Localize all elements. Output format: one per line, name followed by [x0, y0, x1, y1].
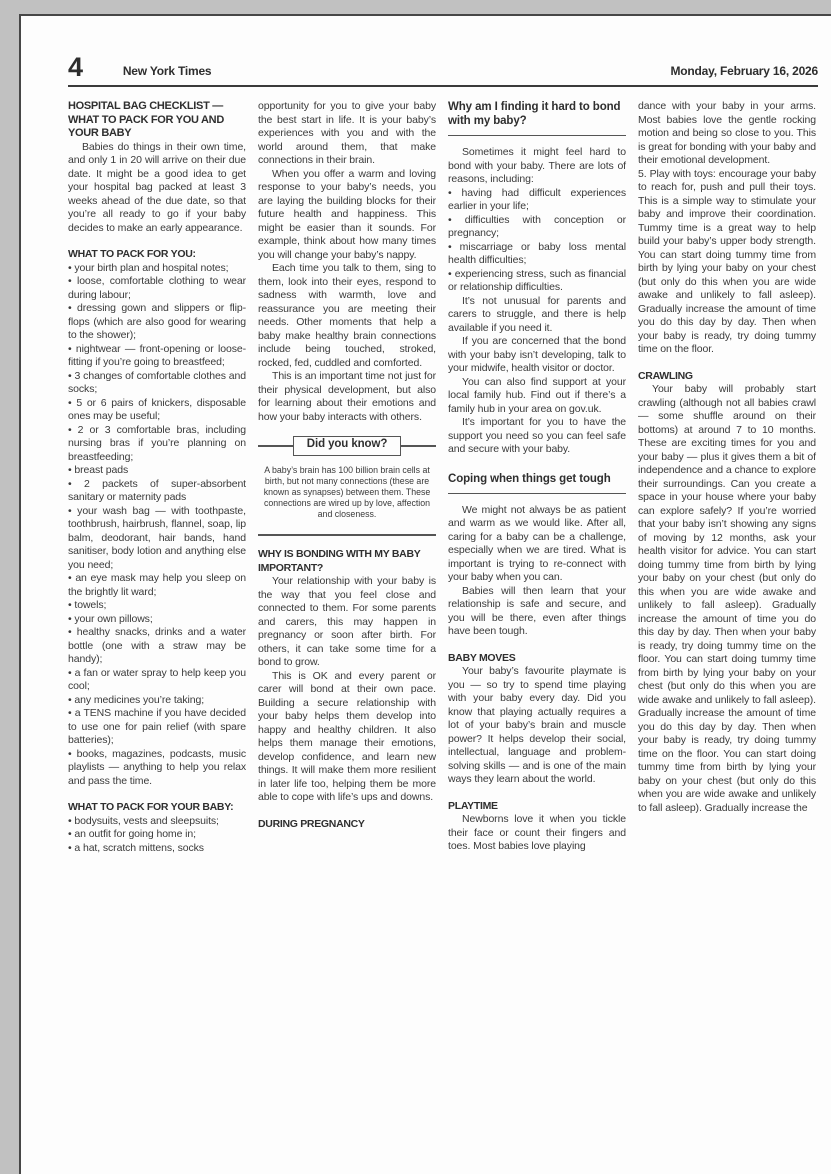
paragraph: Babies do things in their own time, and only 1 in 20 will arrive on their due date. It might be a good idea to get your hospital bag packed at least 3 weeks ahead of the due date, so that you’re all ready to go if your baby decides to make an early appearance.: [68, 140, 246, 234]
did-you-know-callout: [258, 436, 436, 520]
bullet-item: • your own pillows;: [68, 612, 153, 625]
paragraph: Your baby will probably start crawling (although not all babies crawl — some shuffle around on their bottoms) at around 7 to 10 months. These are exciting times for you and your baby — plus it gives them a bit of independence and a chance to explore their surroundings. Can you create a space in your house where your baby can explore safely? If you’re worried that your baby isn’t showing any signs of moving by 12 months, ask your health visitor for advice. You can start doing tummy time from birth by lying your baby on your chest (but only do this when you are wide awake and unlikely to fall asleep). Gradually increase the amount of time you do this day by day. Then when your baby is ready, try doing tummy time on the floor. You can start doing tummy time from birth by lying your baby on your chest (but only do this when you are wide awake and unlikely to fall asleep). Gradually increase the amount of time you do this day by day. Then when your baby is ready, try doing tummy time on the floor. You can start doing tummy time from birth by lying your baby on your chest (but only do this when you are wide awake and unlikely to fall asleep). Gradually increase the: [638, 383, 816, 814]
bullet-item: • an eye mask may help you sleep on the brightly lit ward;: [68, 572, 246, 598]
paragraph: Newborns love it when you tickle their face or count their fingers and toes. Most babies love playing: [448, 813, 626, 852]
bullet-item: • bodysuits, vests and sleepsuits;: [68, 814, 219, 827]
bullet-item: • your wash bag — with toothpaste, toothbrush, hairbrush, flannel, soap, lip balm, deodorant, hair bands, hand sanitiser, body lotion and anything else you need;: [68, 504, 246, 571]
bullet-item: • healthy snacks, drinks and a water bottle (one with a straw may be handy);: [68, 626, 246, 665]
section-divider: [258, 534, 436, 537]
bullet-item: • your birth plan and hospital notes;: [68, 261, 229, 274]
did-you-know-note: A baby’s brain has 100 billion brain cells at birth, but not many connections (these are known as synapses) between them. These connections are wired up by love, affection and closeness.: [263, 464, 431, 519]
section-heading: BABY MOVES: [448, 651, 516, 664]
section-heading: Why am I finding it hard to bond with my baby?: [448, 100, 626, 136]
bullet-item: • a TENS machine if you have decided to use one for pain relief (with spare batteries);: [68, 707, 246, 746]
column-3: [448, 100, 626, 854]
newspaper-page: [19, 14, 831, 1174]
callout-line: [258, 445, 293, 447]
bullet-item: • 2 packets of super-absorbent sanitary or maternity pads: [68, 477, 246, 503]
paragraph: Your baby’s favourite playmate is you — so try to spend time playing with your baby every day. Did you know that playing actually requires a lot of your baby’s brain and muscle power? It helps develop their social, intellectual, language and problem-solving skills — and is one of the main ways they learn about the world.: [448, 665, 626, 785]
article-columns: [68, 100, 818, 855]
bullet-item: • breast pads: [68, 464, 129, 476]
section-heading: DURING PREGNANCY: [258, 817, 365, 830]
issue-date: Monday, February 16, 2026: [670, 64, 818, 78]
paragraph: This is an important time not just for their physical development, but also for learning about their emotions and how your baby interacts with others.: [258, 370, 436, 423]
bullet-item: • miscarriage or baby loss mental health difficulties;: [448, 240, 626, 266]
section-heading: CRAWLING: [638, 369, 693, 382]
bullet-item: • an outfit for going home in;: [68, 828, 196, 840]
masthead-title: New York Times: [122, 64, 212, 78]
bullet-item: • any medicines you’re taking;: [68, 693, 205, 706]
paragraph: It’s not unusual for parents and carers to struggle, and there is help available if you need it.: [448, 294, 626, 334]
section-heading: WHAT TO PACK FOR YOUR BABY:: [68, 801, 234, 813]
column-1: [68, 100, 246, 855]
header-rule: [68, 85, 818, 87]
paragraph: If you are concerned that the bond with your baby isn’t developing, talk to your midwife, health visitor or doctor.: [448, 335, 626, 374]
paragraph: 5. Play with toys: encourage your baby to reach for, push and pull their toys. This is a simple way to stimulate your baby and improve their coordination. Tummy time is a great way to help build your baby’s upper body strength. You can start doing tummy time from birth by lying your baby on your chest (but only do this when you are wide awake and unlikely to fall asleep). Gradually increase the amount of time you do this day by day. Then when your baby is ready, try doing tummy time on the floor.: [638, 167, 816, 355]
bullet-item: • having had difficult experiences earlier in your life;: [448, 186, 626, 212]
paragraph: We might not always be as patient and warm as we would like. After all, caring for a baby can be a challenge, especially when we are tired. What is important is trying to re-connect with your baby when you can.: [448, 503, 626, 583]
paragraph: Each time you talk to them, sing to them, look into their eyes, respond to sadness with warmth, love and reassurance you are meeting their needs. Other moments that help a baby make healthy brain connections include being touched, stroked, rocked, fed, cuddled and comforted.: [258, 262, 436, 369]
bullet-item: • loose, comfortable clothing to wear during labour;: [68, 275, 246, 301]
bullet-item: • experiencing stress, such as financial or relationship difficulties.: [448, 267, 626, 293]
column-4: [638, 100, 816, 815]
page-header: [68, 52, 818, 82]
bullet-item: • a hat, scratch mittens, socks: [68, 841, 204, 854]
paragraph: Sometimes it might feel hard to bond with your baby. There are lots of reasons, including:: [448, 146, 626, 185]
bullet-item: • a fan or water spray to help keep you cool;: [68, 666, 246, 692]
paragraph: Babies will then learn that your relationship is safe and secure, and you will be there, even after things have been tough.: [448, 584, 626, 637]
bullet-item: • 3 changes of comfortable clothes and socks;: [68, 369, 246, 395]
paragraph: opportunity for you to give your baby the best start in life. It is your baby’s experiences with you and with the world around them, that make connections in their brain.: [258, 100, 436, 166]
paragraph: Your relationship with your baby is the way that you feel close and connected to them. For some parents and carers, this may happen in pregnancy or soon after birth. For others, it can take some time for a bond to grow.: [258, 575, 436, 668]
section-heading: WHAT TO PACK FOR YOU:: [68, 248, 196, 260]
did-you-know-box: Did you know?: [293, 436, 401, 456]
paragraph: It’s important for you to have the support you need so you can feel safe and secure with your baby.: [448, 416, 626, 455]
bullet-item: • 2 or 3 comfortable bras, including nursing bras if you’re planning on breastfeeding;: [68, 423, 246, 463]
paragraph: This is OK and every parent or carer will bond at their own pace. Building a secure relationship with your baby helps them develop into happy and healthy children. It also helps them manage their emotions, develop confidence, and learn new things. It will make them more resilient in later life too, helping them be more able to cope with life’s ups and downs.: [258, 669, 436, 803]
page-number: 4: [68, 52, 83, 82]
page-content: [68, 16, 818, 855]
bullet-item: • towels;: [68, 599, 107, 611]
paragraph: When you offer a warm and loving response to your baby’s needs, you are laying the building blocks for their future health and happiness. This might be easier than it sounds. For example, think about how many times you will change your baby’s nappy.: [258, 167, 436, 261]
bullet-item: • 5 or 6 pairs of knickers, disposable ones may be useful;: [68, 396, 246, 422]
bullet-item: • nightwear — front-opening or loose-fitting if you’re going to breastfeed;: [68, 342, 246, 368]
section-heading: HOSPITAL BAG CHECKLIST — WHAT TO PACK FOR YOU AND YOUR BABY: [68, 100, 224, 139]
callout-line: [401, 445, 436, 447]
section-heading: PLAYTIME: [448, 799, 498, 812]
section-heading: Coping when things get tough: [448, 472, 626, 494]
paragraph: You can also find support at your local family hub. Find out if there’s a family hub in your area on gov.uk.: [448, 375, 626, 415]
section-heading: WHY IS BONDING WITH MY BABY IMPORTANT?: [258, 548, 421, 574]
bullet-item: • dressing gown and slippers or flip-flops (which are also good for wearing to the shower);: [68, 302, 246, 341]
bullet-item: • books, magazines, podcasts, music playlists — anything to help you relax and pass the time.: [68, 747, 246, 787]
bullet-item: • difficulties with conception or pregnancy;: [448, 213, 626, 239]
paragraph: dance with your baby in your arms. Most babies love the gentle rocking motion and being so close to you. This is great for bonding with your baby and their emotional development.: [638, 100, 816, 166]
column-2: [258, 100, 436, 831]
